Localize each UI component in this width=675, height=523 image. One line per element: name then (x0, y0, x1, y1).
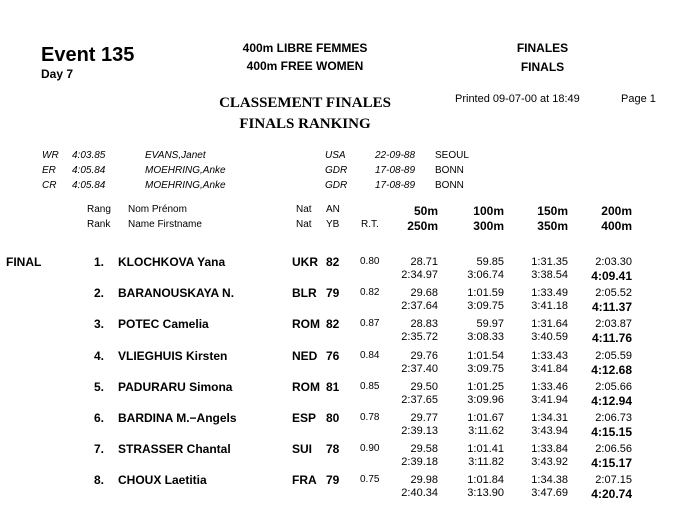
col-50m: 50m (413, 204, 438, 218)
result-nat: SUI (292, 442, 313, 457)
result-name: KLOCHKOVA Yana (118, 255, 226, 269)
result-name: BARANOUSKAYA N. (118, 286, 235, 301)
result-split: 28.83 (410, 318, 438, 331)
result-split: 59.85 (476, 256, 504, 268)
col-300m: 300m (473, 219, 504, 233)
col-150m: 150m (537, 204, 568, 218)
col-200m: 200m (601, 204, 632, 218)
col-name: Name Firstname (128, 219, 202, 230)
col-nom: Nom Prénom (128, 204, 187, 215)
col-100m: 100m (473, 204, 504, 218)
result-split: 3:41.84 (531, 362, 568, 375)
result-split: 2:05.66 (595, 380, 632, 393)
record-type: ER (42, 165, 56, 176)
result-split: 1:01.54 (467, 349, 504, 362)
result-split: 2:05.59 (595, 349, 632, 362)
result-nat: FRA (292, 473, 317, 488)
col-rank: Rank (87, 219, 111, 230)
result-nat: ROM (292, 317, 320, 332)
result-split: 29.58 (410, 443, 438, 456)
result-split: 2:34.97 (401, 269, 438, 281)
result-name: VLIEGHUIS Kirsten (118, 348, 228, 363)
record-holder: EVANS,Janet (145, 150, 206, 161)
record-holder: MOEHRING,Anke (145, 165, 226, 176)
record-date: 17-08-89 (375, 165, 416, 176)
result-split: 2:37.65 (401, 393, 438, 406)
result-name: CHOUX Laetitia (118, 473, 207, 488)
result-split: 29.98 (410, 474, 438, 487)
result-final-time: 4:09.41 (591, 269, 632, 283)
printed-timestamp: Printed 09-07-00 at 18:49 (455, 93, 580, 105)
event-number: Event 135 (41, 44, 135, 66)
result-final-time: 4:11.37 (591, 300, 632, 315)
record-date: 22-09-88 (375, 150, 416, 161)
result-split: 1:01.41 (467, 443, 504, 456)
result-split: 1:34.38 (531, 474, 568, 487)
record-type: CR (42, 180, 57, 191)
result-rank: 3. (93, 317, 104, 332)
result-split: 29.76 (410, 349, 438, 362)
col-250m: 250m (407, 219, 438, 233)
result-split: 3:41.18 (531, 300, 568, 313)
result-split: 29.77 (410, 412, 438, 424)
result-reaction-time: 0.84 (360, 349, 380, 361)
result-reaction-time: 0.78 (360, 412, 380, 423)
day-label: Day 7 (41, 67, 74, 81)
result-split: 1:31.64 (531, 318, 568, 331)
col-rang: Rang (87, 204, 111, 215)
result-yb: 81 (326, 379, 340, 394)
result-name: POTEC Camelia (118, 317, 209, 332)
record-nat: USA (325, 150, 346, 161)
result-rank: 1. (93, 255, 104, 269)
result-split: 2:39.13 (401, 425, 438, 437)
result-split: 3:08.33 (467, 331, 504, 344)
result-split: 2:06.73 (595, 412, 632, 424)
result-final-time: 4:12.68 (591, 362, 632, 377)
result-split: 3:43.94 (531, 425, 568, 437)
result-name: BARDINA M.−Angels (118, 411, 237, 425)
result-split: 2:37.40 (401, 362, 438, 375)
result-yb: 79 (326, 473, 340, 488)
result-split: 2:39.18 (401, 456, 438, 469)
result-reaction-time: 0.85 (360, 380, 380, 392)
result-name: STRASSER Chantal (118, 442, 231, 457)
result-split: 29.68 (410, 287, 438, 300)
result-yb: 79 (326, 286, 340, 301)
result-final-time: 4:12.94 (591, 393, 632, 408)
result-yb: 82 (326, 317, 340, 332)
result-name: PADURARU Simona (118, 379, 233, 394)
result-final-time: 4:20.74 (591, 487, 632, 502)
result-nat: ESP (292, 411, 317, 425)
result-split: 3:13.90 (467, 487, 504, 500)
result-split: 2:37.64 (401, 300, 438, 313)
record-nat: GDR (325, 180, 348, 191)
result-split: 2:07.15 (595, 474, 632, 487)
stage-fr: FINALES (516, 41, 569, 55)
result-rank: 5. (93, 379, 104, 394)
result-split: 3:06.74 (467, 269, 504, 281)
record-place: SEOUL (435, 150, 469, 161)
result-split: 1:33.49 (531, 287, 568, 300)
result-reaction-time: 0.80 (360, 256, 380, 267)
result-split: 2:03.30 (595, 256, 632, 268)
record-time: 4:05.84 (72, 165, 106, 176)
result-rank: 6. (93, 411, 104, 425)
record-time: 4:05.84 (72, 180, 106, 191)
result-split: 3:47.69 (531, 487, 568, 500)
col-rt: R.T. (361, 219, 379, 230)
result-split: 1:33.46 (531, 380, 568, 393)
result-nat: BLR (292, 286, 317, 301)
result-split: 29.50 (410, 380, 438, 393)
event-title-en: 400m FREE WOMEN (246, 59, 364, 73)
record-nat: GDR (325, 165, 348, 176)
result-yb: 78 (326, 442, 340, 457)
record-type: WR (42, 150, 59, 161)
record-date: 17-08-89 (375, 180, 416, 191)
result-split: 1:33.43 (531, 349, 568, 362)
result-reaction-time: 0.87 (360, 318, 380, 330)
result-yb: 80 (326, 411, 340, 425)
ranking-title-fr: CLASSEMENT FINALES (219, 95, 391, 111)
result-split: 3:09.75 (467, 362, 504, 375)
ranking-title-en: FINALS RANKING (239, 116, 371, 132)
result-split: 28.71 (410, 256, 438, 268)
result-reaction-time: 0.82 (360, 287, 380, 299)
result-yb: 76 (326, 348, 340, 363)
result-final-time: 4:11.76 (591, 331, 632, 346)
record-place: BONN (435, 165, 464, 176)
result-split: 2:06.56 (595, 443, 632, 456)
result-split: 3:43.92 (531, 456, 568, 469)
record-time: 4:03.85 (72, 150, 106, 161)
event-title-fr: 400m LIBRE FEMMES (242, 41, 368, 55)
result-rank: 8. (93, 473, 104, 488)
result-nat: UKR (292, 255, 318, 269)
result-split: 3:11.62 (468, 425, 504, 437)
result-split: 3:40.59 (531, 331, 568, 344)
col-an: AN (326, 204, 340, 215)
result-split: 2:40.34 (401, 487, 438, 500)
result-split: 3:09.96 (467, 393, 504, 406)
result-split: 2:05.52 (595, 287, 632, 300)
result-split: 1:01.25 (467, 380, 504, 393)
page-number: Page 1 (621, 93, 656, 105)
result-split: 3:41.94 (531, 393, 568, 406)
result-split: 1:34.31 (531, 412, 568, 424)
stage-en: FINALS (520, 60, 565, 74)
result-yb: 82 (326, 255, 340, 269)
result-split: 3:11.82 (468, 456, 504, 469)
result-split: 3:09.75 (467, 300, 504, 313)
col-nat-en: Nat (296, 219, 312, 230)
col-nat-fr: Nat (296, 204, 312, 215)
result-split: 3:38.54 (531, 269, 568, 281)
col-400m: 400m (601, 219, 632, 233)
result-split: 1:01.84 (467, 474, 504, 487)
result-split: 59.97 (476, 318, 504, 331)
result-final-time: 4:15.15 (591, 425, 632, 439)
record-place: BONN (435, 180, 464, 191)
result-split: 1:01.67 (467, 412, 504, 424)
result-reaction-time: 0.90 (360, 443, 380, 455)
result-split: 1:33.84 (531, 443, 568, 456)
result-split: 1:01.59 (467, 287, 504, 300)
result-split: 2:03.87 (595, 318, 632, 331)
result-rank: 2. (93, 286, 104, 301)
result-split: 1:31.35 (531, 256, 568, 268)
col-yb: YB (326, 219, 340, 230)
record-holder: MOEHRING,Anke (145, 180, 226, 191)
result-nat: NED (292, 348, 318, 363)
section-label-final: FINAL (6, 255, 42, 269)
result-nat: ROM (292, 379, 320, 394)
result-rank: 4. (93, 348, 104, 363)
result-split: 2:35.72 (401, 331, 438, 344)
result-rank: 7. (93, 442, 104, 457)
col-350m: 350m (537, 219, 568, 233)
result-reaction-time: 0.75 (360, 474, 380, 486)
result-final-time: 4:15.17 (591, 456, 632, 471)
